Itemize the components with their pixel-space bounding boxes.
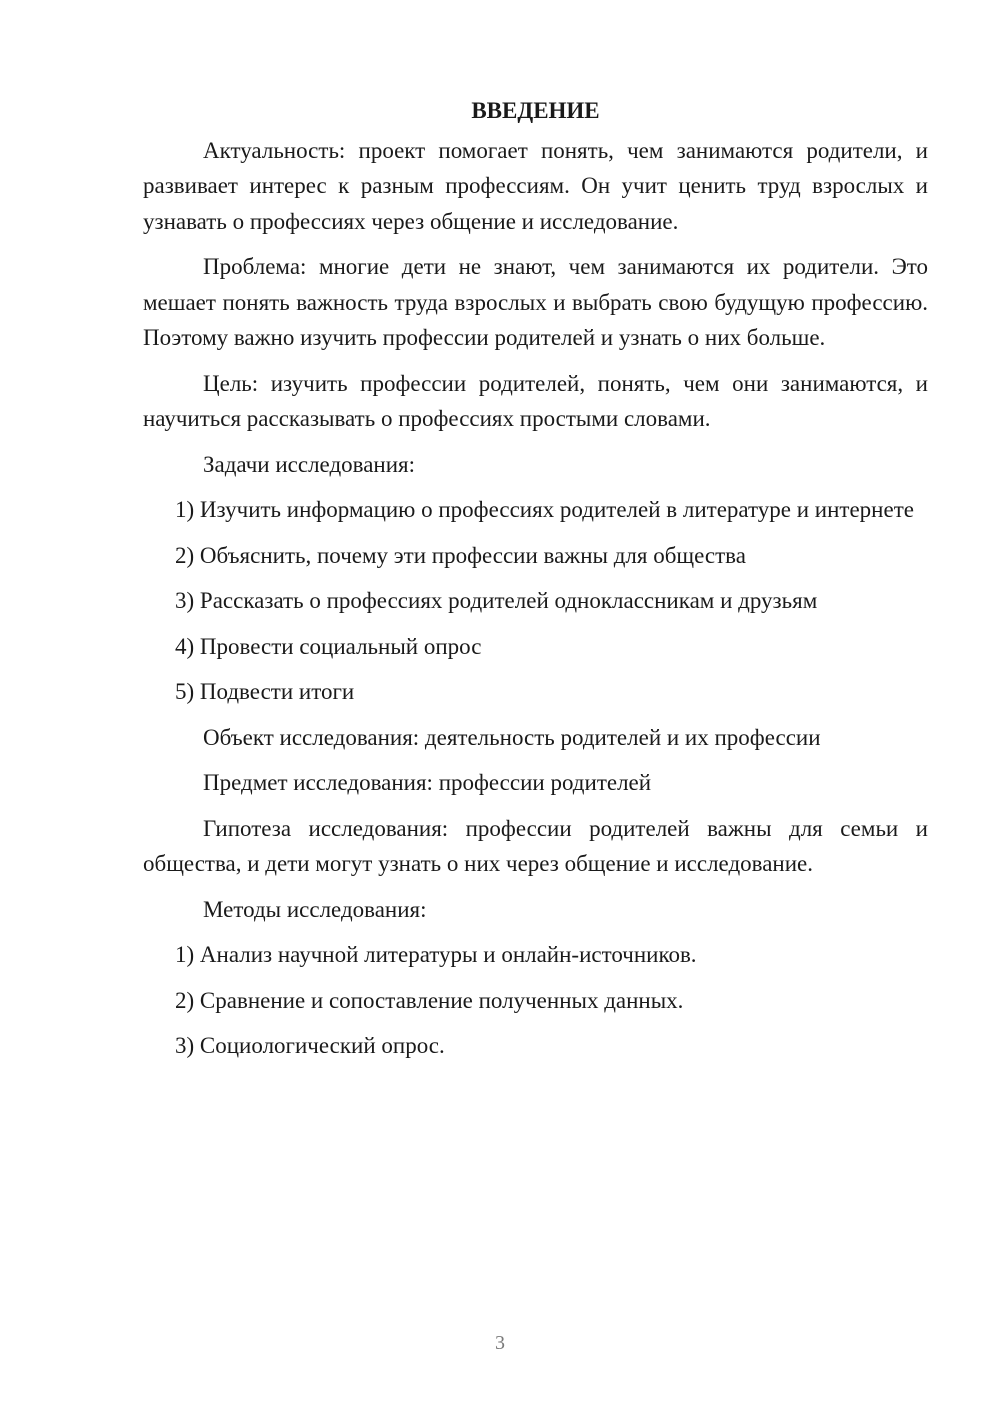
page-number: 3: [495, 1332, 505, 1354]
relevance-paragraph: Актуальность: проект помогает понять, чем занимаются родители, и развивает интерес к разным профессиям. Он учит ценить труд взрослых и узнавать о профессиях через общение и исследование.: [143, 137, 928, 234]
hypothesis-paragraph: Гипотеза исследования: профессии родителей важны для семьи и общества, и дети могут узнать о них через общение и исследование.: [143, 815, 928, 876]
method-item: 1) Анализ научной литературы и онлайн-источников.: [175, 942, 697, 967]
methods-heading: Методы исследования:: [203, 896, 427, 922]
task-item: 4) Провести социальный опрос: [175, 633, 482, 659]
problem-paragraph: Проблема: многие дети не знают, чем занимаются их родители. Это мешает понять важность труда взрослых и выбрать свою будущую профессию. Поэтому важно изучить профессии родителей и узнать о них больше.: [143, 254, 928, 350]
document-page: [143, 93, 928, 1074]
task-item: 1) Изучить информацию о профессиях родителей в литературе и интернете: [175, 497, 914, 522]
goal-paragraph: Цель: изучить профессии родителей, понять, чем они занимаются, и научиться рассказывать о профессиях простыми словами.: [143, 370, 928, 431]
task-item: 5) Подвести итоги: [175, 679, 355, 704]
method-item: 2) Сравнение и сопоставление полученных данных.: [175, 987, 684, 1013]
task-item: 3) Рассказать о профессиях родителей одноклассникам и друзьям: [175, 588, 818, 613]
object-paragraph: Объект исследования: деятельность родителей и их профессии: [203, 724, 821, 750]
method-item: 3) Социологический опрос.: [175, 1033, 445, 1058]
task-item: 2) Объяснить, почему эти профессии важны для общества: [175, 542, 746, 568]
subject-paragraph: Предмет исследования: профессии родителей: [203, 770, 652, 795]
tasks-heading: Задачи исследования:: [203, 451, 416, 477]
section-title: ВВЕДЕНИЕ: [471, 98, 600, 123]
